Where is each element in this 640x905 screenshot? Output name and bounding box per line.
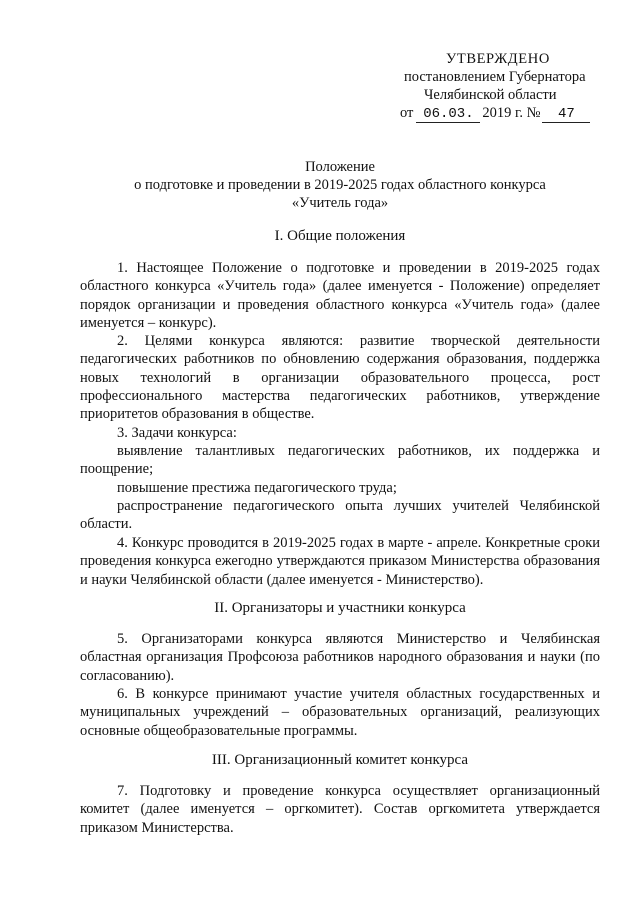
paragraph-3-item-3: распространение педагогического опыта лучших учителей Челябинской области. (80, 498, 600, 533)
approval-line-2: Челябинской области (424, 87, 557, 103)
date-field: 06.03. (416, 106, 480, 123)
paragraph-3-item-2: повышение престижа педагогического труда; (117, 480, 397, 496)
paragraph-3-item-1: выявление талантливых педагогических работников, их поддержка и поощрение; (80, 443, 600, 478)
approval-title: УТВЕРЖДЕНО (446, 51, 550, 67)
number-field: 47 (542, 106, 590, 123)
document-subtitle-line-1: о подготовке и проведении в 2019-2025 годах областного конкурса (134, 177, 546, 193)
approval-line-1: постановлением Губернатора (404, 69, 586, 85)
section-heading-3: III. Организационный комитет конкурса (211, 752, 469, 768)
paragraph-3: 3. Задачи конкурса: (117, 425, 237, 441)
paragraph-5: 5. Организаторами конкурса являются Министерство и Челябинская областная организация Профсоюза работников народного образования и науки (по согласованию). (80, 631, 600, 684)
document-subtitle-line-2: «Учитель года» (291, 195, 389, 211)
section-heading-1: I. Общие положения (274, 228, 406, 244)
section-heading-2: II. Организаторы и участники конкурса (214, 600, 466, 616)
paragraph-2: 2. Целями конкурса являются: развитие творческой деятельности педагогических работников по обновлению содержания образования, поддержка новых технологий в организации образовательного процесса, рост профессионального мастерства педагогических работников, утверждение приоритетов образования в обществе. (80, 333, 600, 423)
paragraph-1: 1. Настоящее Положение о подготовке и проведении в 2019-2025 годах областного конкурса «Учитель года» (далее именуется - Положение) определяет порядок организации и проведения областного конкурса «Учитель года» (далее именуется – конкурс). (80, 260, 600, 331)
paragraph-4: 4. Конкурс проводится в 2019-2025 годах в марте - апреле. Конкретные сроки проведения конкурса ежегодно утверждаются приказом Министерства образования и науки Челябинской области (далее именуется - Министерство). (80, 535, 600, 588)
paragraph-6: 6. В конкурсе принимают участие учителя областных государственных и муниципальных учреждений – образовательных организаций, реализующих основные общеобразовательные программы. (80, 686, 600, 739)
paragraph-7: 7. Подготовку и проведение конкурса осуществляет организационный комитет (далее именуется – оргкомитет). Состав оргкомитета утверждается приказом Министерства. (80, 783, 600, 836)
year-number-label: 2019 г. № (482, 105, 541, 121)
document-title: Положение (305, 159, 375, 175)
approval-date-line (400, 104, 590, 123)
date-prefix: от (400, 105, 414, 121)
